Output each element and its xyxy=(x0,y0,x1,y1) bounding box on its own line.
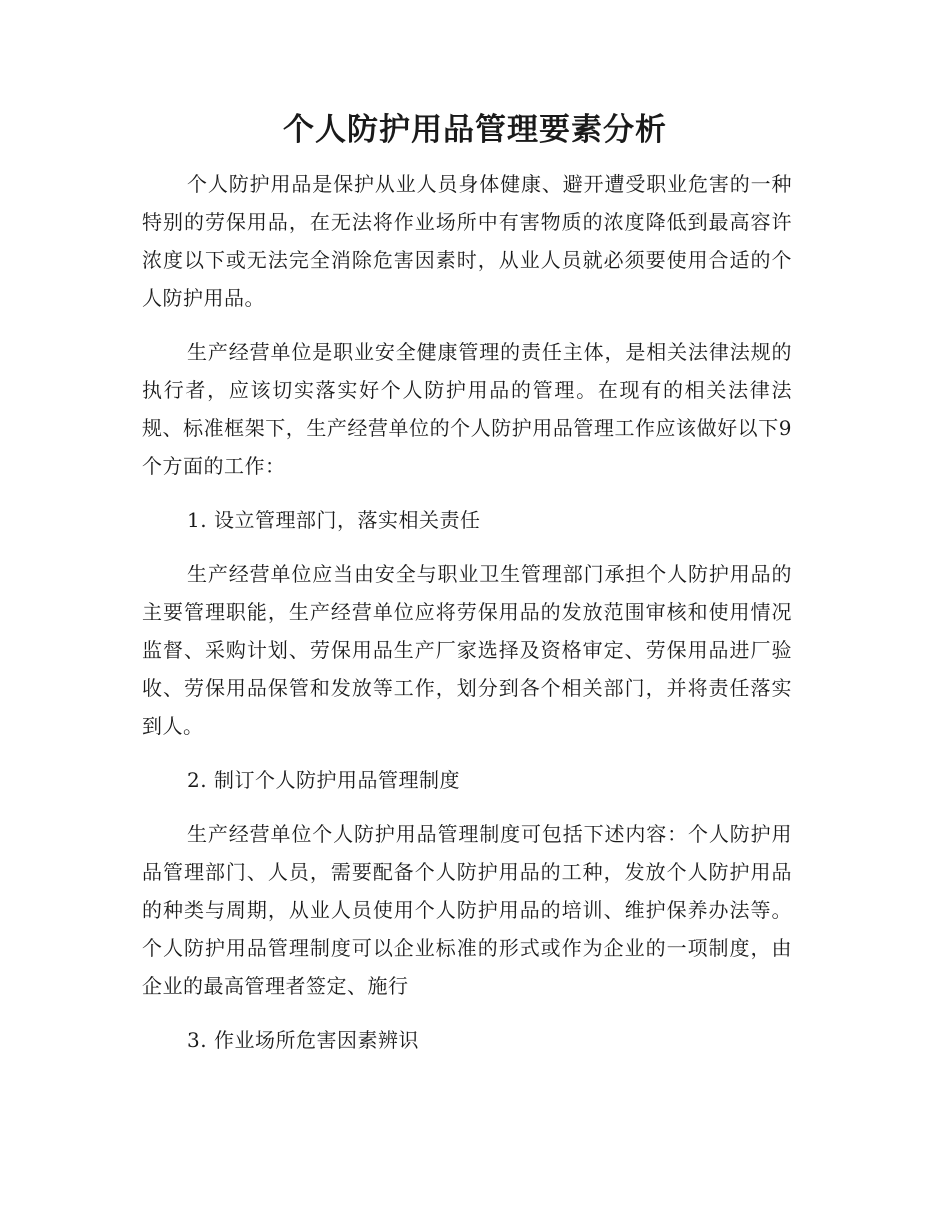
document-body xyxy=(142,165,792,1075)
section-heading-1: 1. 设立管理部门，落实相关责任 xyxy=(187,508,481,532)
paragraph-section-1: 生产经营单位应当由安全与职业卫生管理部门承担个人防护用品的主要管理职能，生产经营单位应将劳保用品的发放范围审核和使用情况监督、采购计划、劳保用品生产厂家选择及资格审定、劳保用品进厂验收、劳保用品保管和发放等工作，划分到各个相关部门，并将责任落实到人。 xyxy=(142,562,792,738)
page-title: 个人防护用品管理要素分析 xyxy=(283,112,667,148)
section-heading-2: 2. 制订个人防护用品管理制度 xyxy=(187,768,460,792)
paragraph-section-2: 生产经营单位个人防护用品管理制度可包括下述内容：个人防护用品管理部门、人员，需要配备个人防护用品的工种，发放个人防护用品的种类与周期，从业人员使用个人防护用品的培训、维护保养办法等。个人防护用品管理制度可以企业标准的形式或作为企业的一项制度，由企业的最高管理者签定、施行 xyxy=(142,822,792,998)
paragraph-intro: 个人防护用品是保护从业人员身体健康、避开遭受职业危害的一种特别的劳保用品，在无法将作业场所中有害物质的浓度降低到最高容许浓度以下或无法完全消除危害因素时，从业人员就必须要使用合适的个人防护用品。 xyxy=(142,172,792,310)
paragraph-responsibility: 生产经营单位是职业安全健康管理的责任主体，是相关法律法规的执行者，应该切实落实好个人防护用品的管理。在现有的相关法律法规、标准框架下，生产经营单位的个人防护用品管理工作应该做好以下9个方面的工作： xyxy=(142,340,792,478)
section-heading-3: 3. 作业场所危害因素辨识 xyxy=(187,1028,419,1052)
